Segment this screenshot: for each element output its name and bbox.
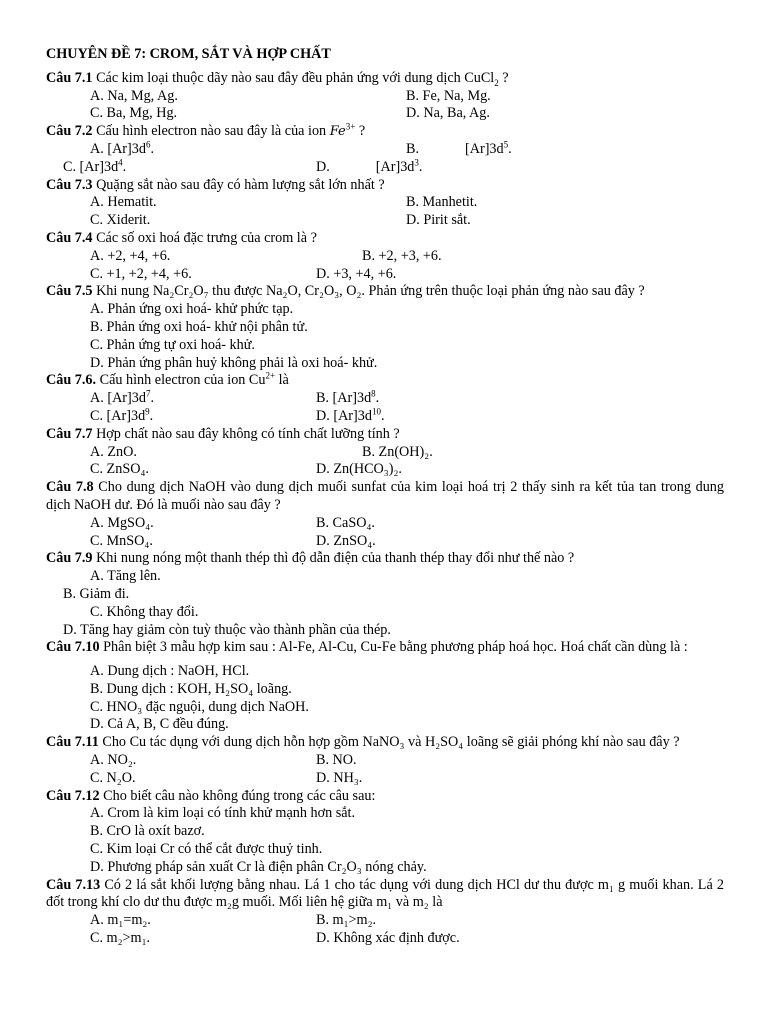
option-b-text: [Ar]3d: [465, 140, 504, 157]
option-c: C. Ba, Mg, Hg.: [90, 105, 178, 122]
superscript: 9: [145, 406, 150, 417]
subscript: 2: [494, 77, 499, 88]
option-a-text: A. [Ar]3d: [90, 140, 146, 157]
question-text: Cho biết câu nào không đúng trong các câu sau:: [99, 787, 376, 804]
option-d: D. ZnSO₄.: [316, 532, 376, 549]
options-row: [46, 105, 724, 123]
option-d: D. Không xác định được.: [316, 930, 460, 947]
option-c: C. N₂O.: [90, 769, 136, 786]
option-d: D. Na, Ba, Ag.: [406, 105, 490, 122]
options-row: [46, 533, 724, 551]
option-d: D. Tăng hay giảm còn tuỳ thuộc vào thành phần của thép.: [63, 621, 391, 638]
option-a: A. NO₂.: [90, 752, 137, 769]
option-a: A. Hematit.: [90, 194, 157, 211]
question-number: Câu 7.1: [46, 69, 93, 86]
question-text: Cho dung dịch NaOH vào dung dịch muối sunfat của kim loại hoá trị 2 thấy sinh ra kết tủa tan trong dung dịch NaOH dư. Đó là muối nào sau đây ?: [46, 479, 724, 513]
document-page: [46, 46, 724, 948]
question-number: Câu 7.8: [46, 479, 94, 496]
question-text: Quặng sắt nào sau đây có hàm lượng sắt lớn nhất ?: [92, 176, 385, 193]
option-d: D. Cả A, B, C đều đúng.: [90, 716, 229, 733]
superscript: 10: [371, 406, 381, 417]
option-c: C. Phản ứng tự oxi hoá- khử.: [90, 336, 255, 353]
option-a: A. +2, +4, +6.: [90, 247, 171, 264]
option-b: B. NO.: [316, 752, 357, 769]
question-text: Các kim loại thuộc dãy nào sau đây đều phản ứng với dung dịch CuCl: [92, 69, 495, 86]
question-number: Câu 7.9: [46, 550, 93, 567]
question-7-11: [46, 734, 724, 752]
option-a: A. $[Ar]3d^7$.: [90, 388, 154, 407]
question-number: Câu 7.11: [46, 734, 99, 751]
option-b: B. $[Ar]3d^8$.: [316, 388, 380, 407]
question-number: Câu 7.7: [46, 425, 93, 442]
option-b: B. Giảm đi.: [63, 585, 130, 602]
question-text: Cấu hình electron của ion Cu: [96, 372, 266, 389]
option-c: C. Xiderit.: [90, 212, 151, 229]
option-a-text: A. [Ar]3d: [90, 390, 146, 407]
option-d: D. Phương pháp sản xuất Cr là điện phân Cr₂O₃ nóng chảy.: [90, 858, 427, 875]
question-text: Khi nung Na₂Cr₂O₇ thu được Na₂O, Cr₂O₃, O₂. Phản ứng trên thuộc loại phản ứng nào sau đây ?: [92, 283, 645, 300]
options-row: [46, 752, 724, 770]
option-a: A. ZnO.: [90, 443, 137, 460]
superscript: 5: [503, 139, 509, 150]
question-7-13: [46, 877, 724, 913]
question-number: Câu 7.10: [46, 639, 100, 656]
option-a: A. $[Ar]3d^6$.: [90, 139, 154, 157]
option-b-text: B. [Ar]3d: [316, 390, 372, 407]
option-d: D. Pirit sắt.: [406, 212, 471, 229]
option-b: B. CaSO₄.: [316, 514, 375, 531]
options-row: [46, 461, 724, 479]
option-d: D. NH₃.: [316, 769, 363, 786]
question-number: Câu 7.5: [46, 283, 93, 300]
options-row: [46, 141, 724, 159]
options-row: [46, 266, 724, 284]
options-row: [46, 770, 724, 788]
option-letter: D.: [316, 158, 330, 175]
option-c: C. HNO₃ đặc nguội, dung dịch NaOH.: [90, 698, 309, 715]
option-d: D. $[Ar]3d^{10}$.: [316, 406, 385, 424]
question-text: Hợp chất nào sau đây không có tính chất lưỡng tính ?: [92, 425, 400, 442]
options-row: [46, 912, 724, 930]
option-c: C. MnSO₄.: [90, 532, 153, 549]
option-a: A. Na, Mg, Ag.: [90, 87, 178, 104]
question-7-3: [46, 177, 724, 195]
option-a: A. Crom là kim loại có tính khử mạnh hơn sắt.: [90, 805, 356, 822]
question-7-4: [46, 230, 724, 248]
superscript: 4: [118, 157, 123, 168]
option-c: C. ZnSO₄.: [90, 461, 149, 478]
superscript: 3: [414, 157, 419, 168]
question-text: Cấu hình electron nào sau đây là của ion: [92, 123, 330, 140]
question-text: Khi nung nóng một thanh thép thì độ dẫn điện của thanh thép thay đổi như thế nào ?: [92, 550, 575, 567]
options-row: [46, 515, 724, 533]
option-b: B. +2, +3, +6.: [362, 247, 442, 264]
question-7-5: [46, 283, 724, 301]
options-row: [46, 212, 724, 230]
options-row: [46, 194, 724, 212]
question-number: Câu 7.13: [46, 876, 101, 893]
question-7-1: [46, 70, 724, 88]
question-7-8: [46, 479, 724, 515]
option-a: A. Phản ứng oxi hoá- khử phức tạp.: [90, 301, 294, 318]
option-d: D. $[Ar]3d^3$.: [316, 157, 423, 175]
option-a: A. MgSO₄.: [90, 514, 154, 531]
option-c-text: C. [Ar]3d: [63, 158, 119, 175]
question-text: Cho Cu tác dụng với dung dịch hỗn hợp gồm NaNO₃ và H₂SO₄ loãng sẽ giải phóng khí nào sau đây ?: [98, 734, 680, 751]
option-c-text: C. [Ar]3d: [90, 407, 146, 424]
options-row: [46, 444, 724, 462]
option-b: B. Phản ứng oxi hoá- khử nội phân tử.: [90, 318, 308, 335]
option-c: C. $[Ar]3d^9$.: [90, 406, 154, 424]
option-b: B. $[Ar]3d^5$.: [406, 139, 512, 157]
option-a: A. Dung dịch : NaOH, HCl.: [90, 663, 250, 680]
question-text: Phân biệt 3 mẫu hợp kim sau : Al-Fe, Al-Cu, Cu-Fe bằng phương pháp hoá học. Hoá chất cần dùng là :: [99, 639, 688, 656]
options-row: [46, 159, 724, 177]
option-c: C. +1, +2, +4, +6.: [90, 265, 192, 282]
option-b: B. Zn(OH)₂.: [362, 443, 433, 460]
option-c: C. $[Ar]3d^4$.: [63, 157, 127, 175]
ion-charge: 3+: [345, 121, 356, 132]
option-d: D. Zn(HCO₃)₂.: [316, 461, 402, 478]
question-tail: ?: [355, 123, 366, 140]
option-b: B. CrO là oxít bazơ.: [90, 823, 205, 840]
superscript: 8: [371, 388, 376, 399]
option-b: B. Manhetit.: [406, 194, 478, 211]
option-letter: B.: [406, 140, 420, 157]
question-number: Câu 7.3: [46, 176, 93, 193]
question-text: Các số oxi hoá đặc trưng của crom là ?: [92, 229, 317, 246]
option-c: C. Không thay đổi.: [90, 603, 199, 620]
options-row: [46, 248, 724, 266]
option-d-text: [Ar]3d: [375, 158, 415, 175]
options-row: [46, 88, 724, 106]
question-number: Câu 7.2: [46, 123, 93, 140]
question-7-7: [46, 426, 724, 444]
question-number: Câu 7.4: [46, 229, 93, 246]
question-7-10: [46, 639, 724, 657]
question-7-12: [46, 788, 724, 806]
option-d: D. Phản ứng phân huỷ không phải là oxi hoá- khử.: [90, 354, 378, 371]
ion-charge: 2+: [265, 370, 276, 381]
option-a: A. m₁=m₂.: [90, 912, 151, 929]
question-tail: là: [275, 372, 289, 389]
option-d: D. +3, +4, +6.: [316, 265, 397, 282]
option-c: C. Kim loại Cr có thể cắt được thuỷ tinh.: [90, 841, 323, 858]
option-c: C. m₂>m₁.: [90, 930, 151, 947]
question-number: Câu 7.6.: [46, 372, 97, 389]
option-a: A. Tăng lên.: [90, 568, 161, 585]
options-row: [46, 408, 724, 426]
option-d-text: D. [Ar]3d: [316, 407, 372, 424]
option-b: B. m₁>m₂.: [316, 912, 377, 929]
question-text: Có 2 lá sắt khối lượng bằng nhau. Lá 1 cho tác dụng với dung dịch HCl dư thu được m₁ g muối khan. Lá 2 đốt trong khí clo dư thu được m₂g muối. Mối liên hệ giữa m₁ và m₂ là: [46, 876, 724, 911]
question-number: Câu 7.12: [46, 787, 100, 804]
question-tail: ?: [498, 69, 509, 86]
page-title: CHUYÊN ĐỀ 7: CROM, SẮT VÀ HỢP CHẤT: [46, 46, 331, 62]
option-b: B. Fe, Na, Mg.: [406, 87, 491, 104]
question-7-9: [46, 550, 724, 568]
ion-symbol: Fe: [329, 124, 346, 140]
options-row: [46, 930, 724, 948]
superscript: 6: [145, 139, 151, 150]
option-b: B. Dung dịch : KOH, H₂SO₄ loãng.: [90, 680, 292, 697]
superscript: 7: [145, 388, 151, 399]
